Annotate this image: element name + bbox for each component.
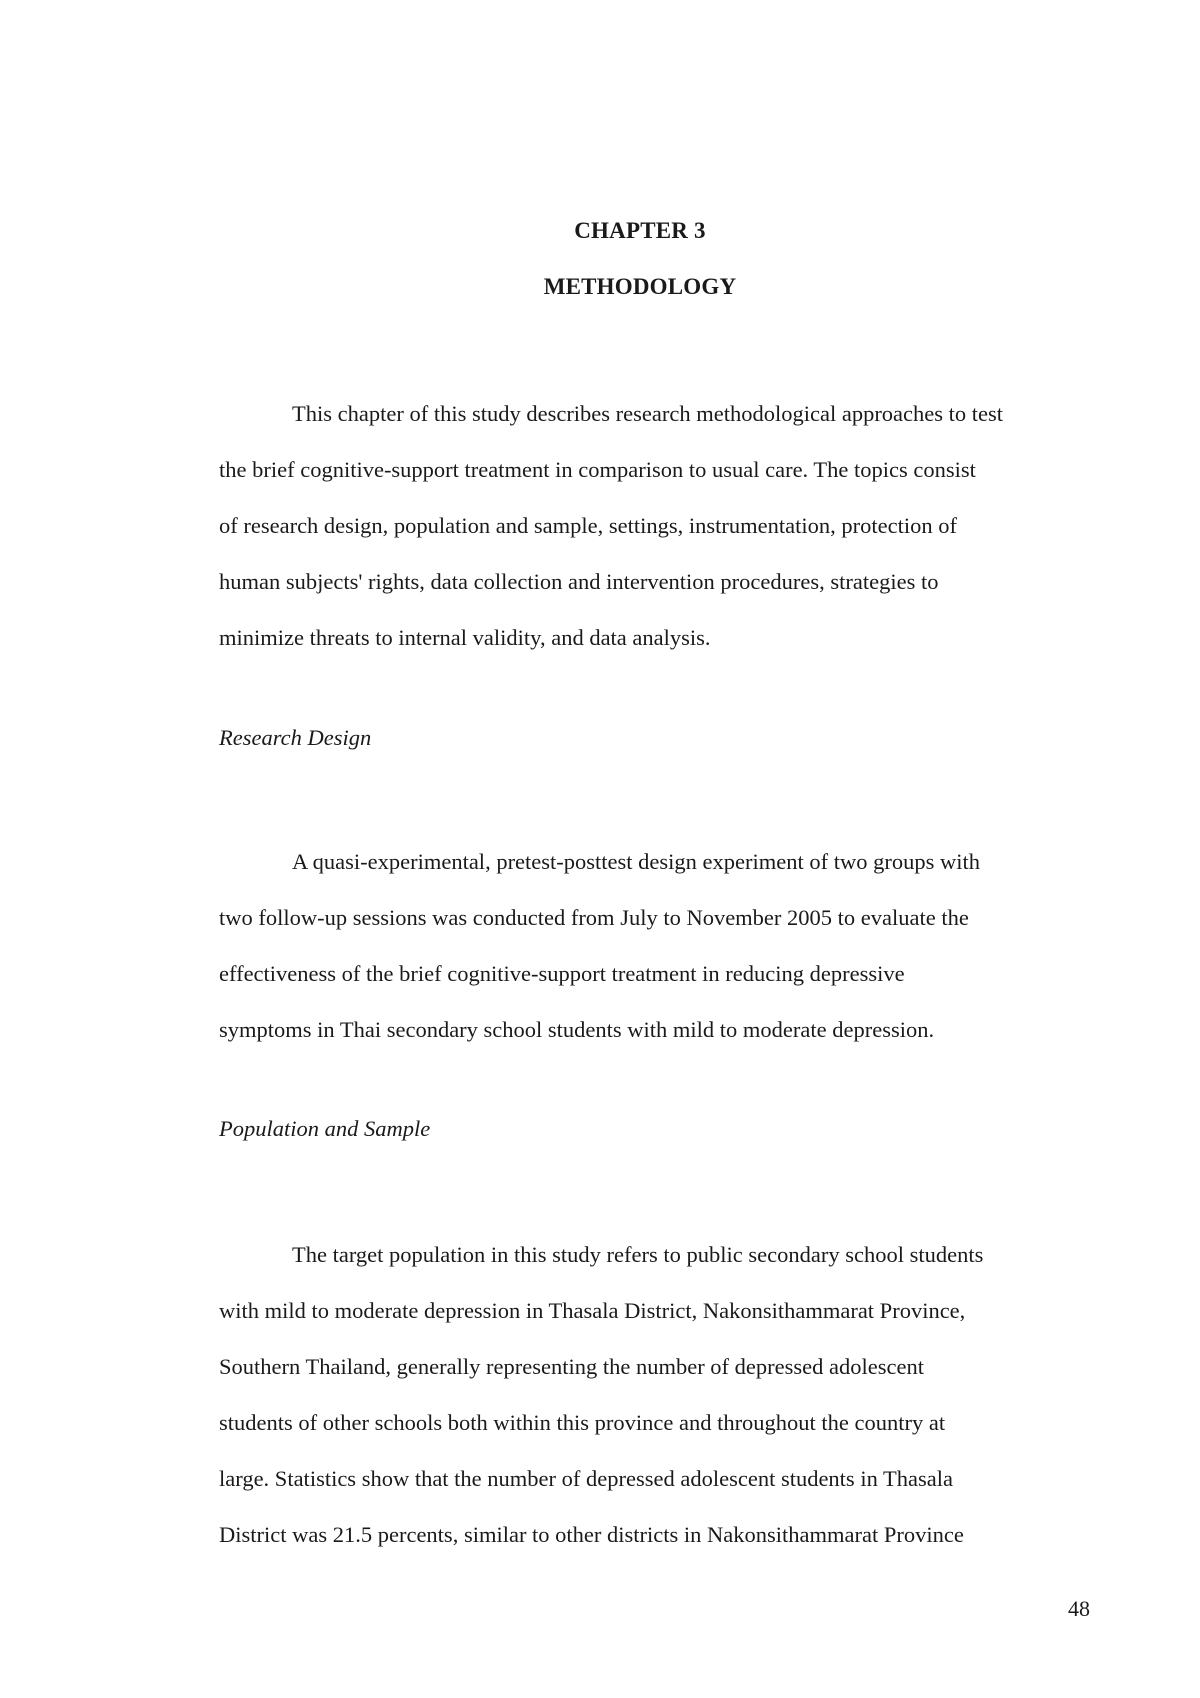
paragraph-line: the brief cognitive-support treatment in comparison to usual care. The topics consist xyxy=(219,457,976,482)
paragraph-line: Southern Thailand, generally representing the number of depressed adolescent xyxy=(219,1354,924,1379)
section-heading-research-design: Research Design xyxy=(219,725,372,750)
paragraph-line: students of other schools both within this province and throughout the country at xyxy=(219,1410,946,1435)
paragraph-line: A quasi-experimental, pretest-posttest design experiment of two groups with xyxy=(292,849,980,874)
paragraph-line: two follow-up sessions was conducted from July to November 2005 to evaluate the xyxy=(219,905,969,930)
population-sample-paragraph xyxy=(219,1227,1069,1563)
chapter-label: CHAPTER 3 xyxy=(574,218,706,243)
paragraph-line: symptoms in Thai secondary school students with mild to moderate depression. xyxy=(219,1017,935,1042)
page-number: 48 xyxy=(1068,1596,1090,1621)
paragraph-line: This chapter of this study describes research methodological approaches to test xyxy=(292,401,1004,426)
paragraph-line: The target population in this study refers to public secondary school students xyxy=(292,1242,984,1267)
paragraph-line: of research design, population and sample, settings, instrumentation, protection of xyxy=(219,513,957,538)
paragraph-line: District was 21.5 percents, similar to other districts in Nakonsithammarat Province xyxy=(219,1522,964,1547)
research-design-paragraph xyxy=(219,834,1069,1058)
paragraph-line: human subjects' rights, data collection and intervention procedures, strategies to xyxy=(219,569,939,594)
section-heading-population-sample: Population and Sample xyxy=(219,1116,431,1141)
intro-paragraph xyxy=(219,386,1069,666)
paragraph-line: effectiveness of the brief cognitive-support treatment in reducing depressive xyxy=(219,961,905,986)
paragraph-line: large. Statistics show that the number of depressed adolescent students in Thasala xyxy=(219,1466,953,1491)
paragraph-line: minimize threats to internal validity, and data analysis. xyxy=(219,625,711,650)
paragraph-line: with mild to moderate depression in Thasala District, Nakonsithammarat Province, xyxy=(219,1298,966,1323)
chapter-title: METHODOLOGY xyxy=(543,274,737,299)
